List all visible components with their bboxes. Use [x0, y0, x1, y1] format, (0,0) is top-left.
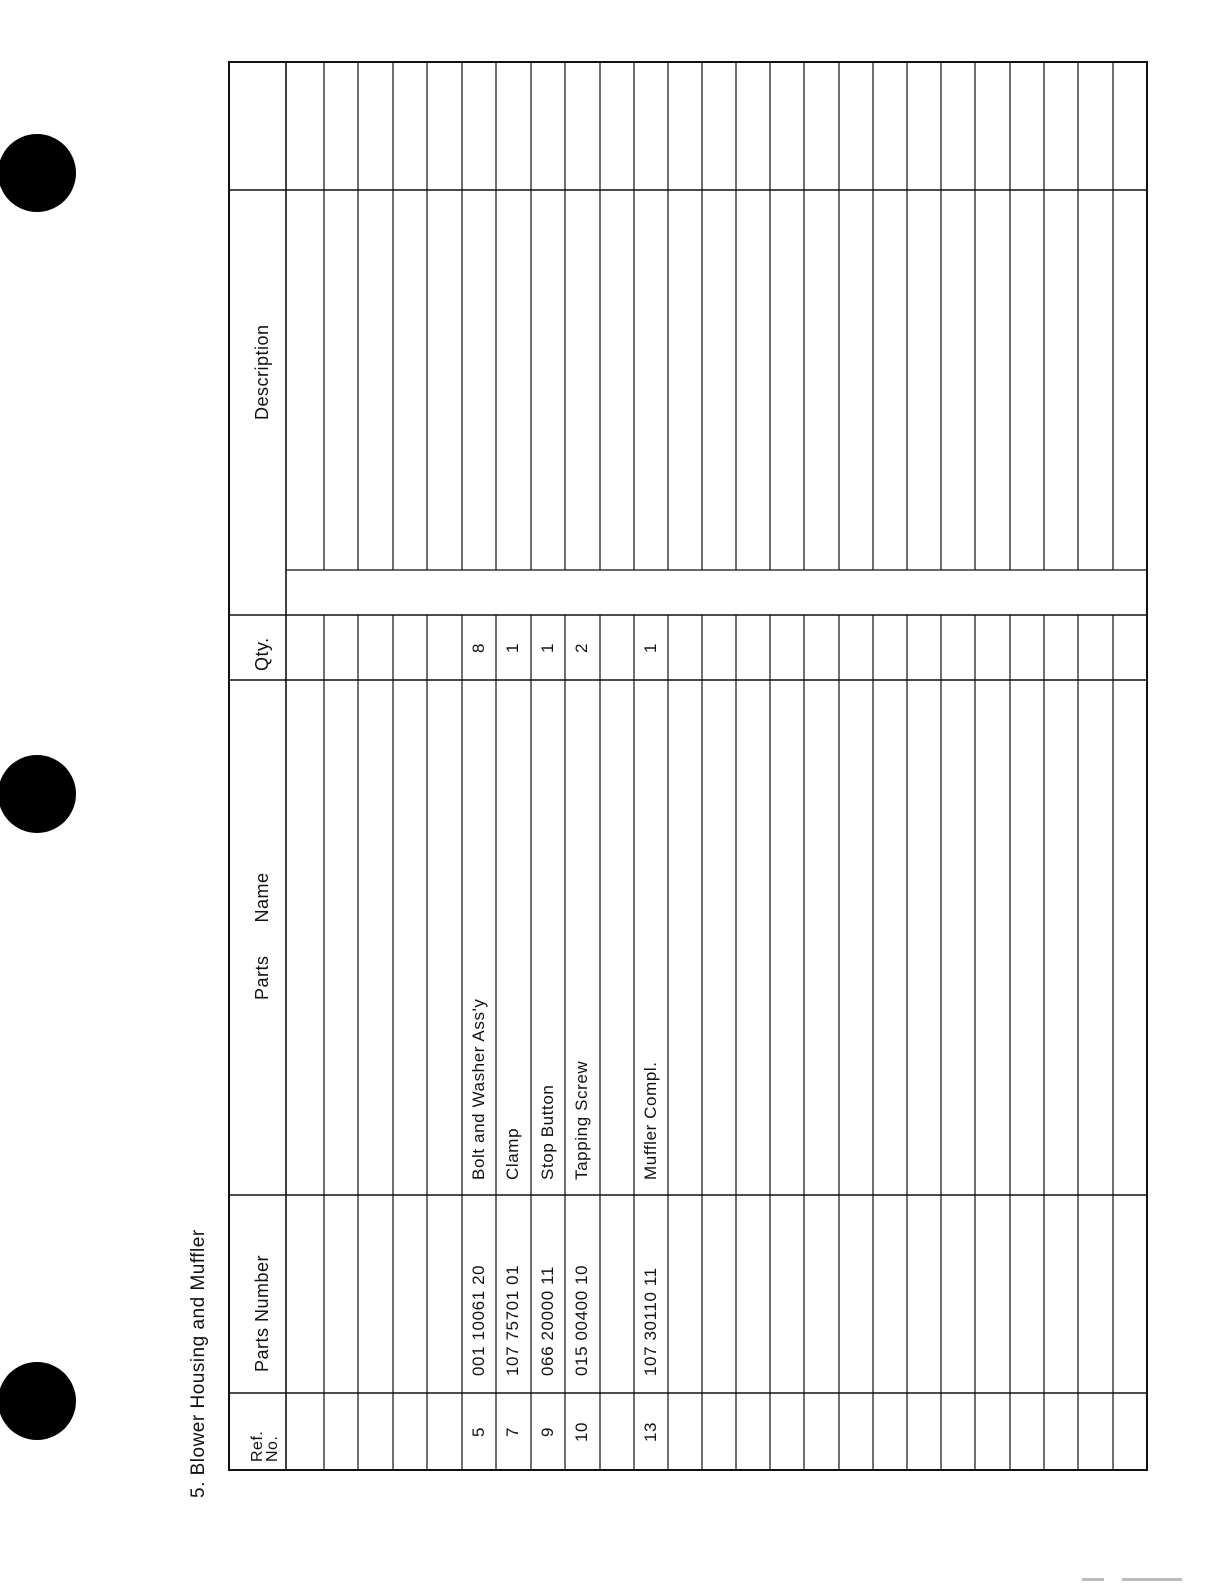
cell-ref-no: 5 [469, 1426, 488, 1437]
cell-parts-name: Clamp [503, 1127, 522, 1180]
cell-parts-number: 107 30110 11 [641, 1267, 660, 1376]
header-qty: Qty. [252, 637, 272, 671]
cell-parts-number: 107 75701 01 [503, 1264, 522, 1376]
cell-parts-name: Bolt and Washer Ass'y [469, 998, 488, 1180]
cell-qty: 2 [572, 642, 591, 653]
cell-parts-number: 015 00400 10 [572, 1264, 591, 1376]
cell-ref-no: 9 [538, 1426, 557, 1437]
cell-qty: 1 [641, 642, 660, 653]
cell-parts-name: Stop Button [538, 1084, 557, 1180]
scan-mark [1082, 1578, 1104, 1581]
cell-ref-no: 7 [503, 1426, 522, 1437]
table-frame [229, 62, 1147, 1470]
header-parts-name: Parts Name [252, 872, 272, 1000]
scan-mark [1122, 1578, 1182, 1581]
cell-parts-name: Muffler Compl. [641, 1061, 660, 1180]
cell-parts-number: 001 10061 20 [469, 1264, 488, 1376]
header-description: Description [252, 324, 272, 420]
cell-ref-no: 13 [641, 1421, 660, 1442]
cell-parts-number: 066 20000 11 [538, 1266, 557, 1376]
page-title: 5. Blower Housing and Muffler [188, 1229, 209, 1498]
cell-qty: 1 [503, 642, 522, 653]
header-ref-no: Ref. No. [249, 1430, 281, 1462]
header-parts-number: Parts Number [252, 1254, 272, 1372]
cell-qty: 1 [538, 642, 557, 653]
cell-ref-no: 10 [572, 1421, 591, 1442]
cell-parts-name: Tapping Screw [572, 1060, 591, 1180]
cell-qty: 8 [469, 642, 488, 653]
